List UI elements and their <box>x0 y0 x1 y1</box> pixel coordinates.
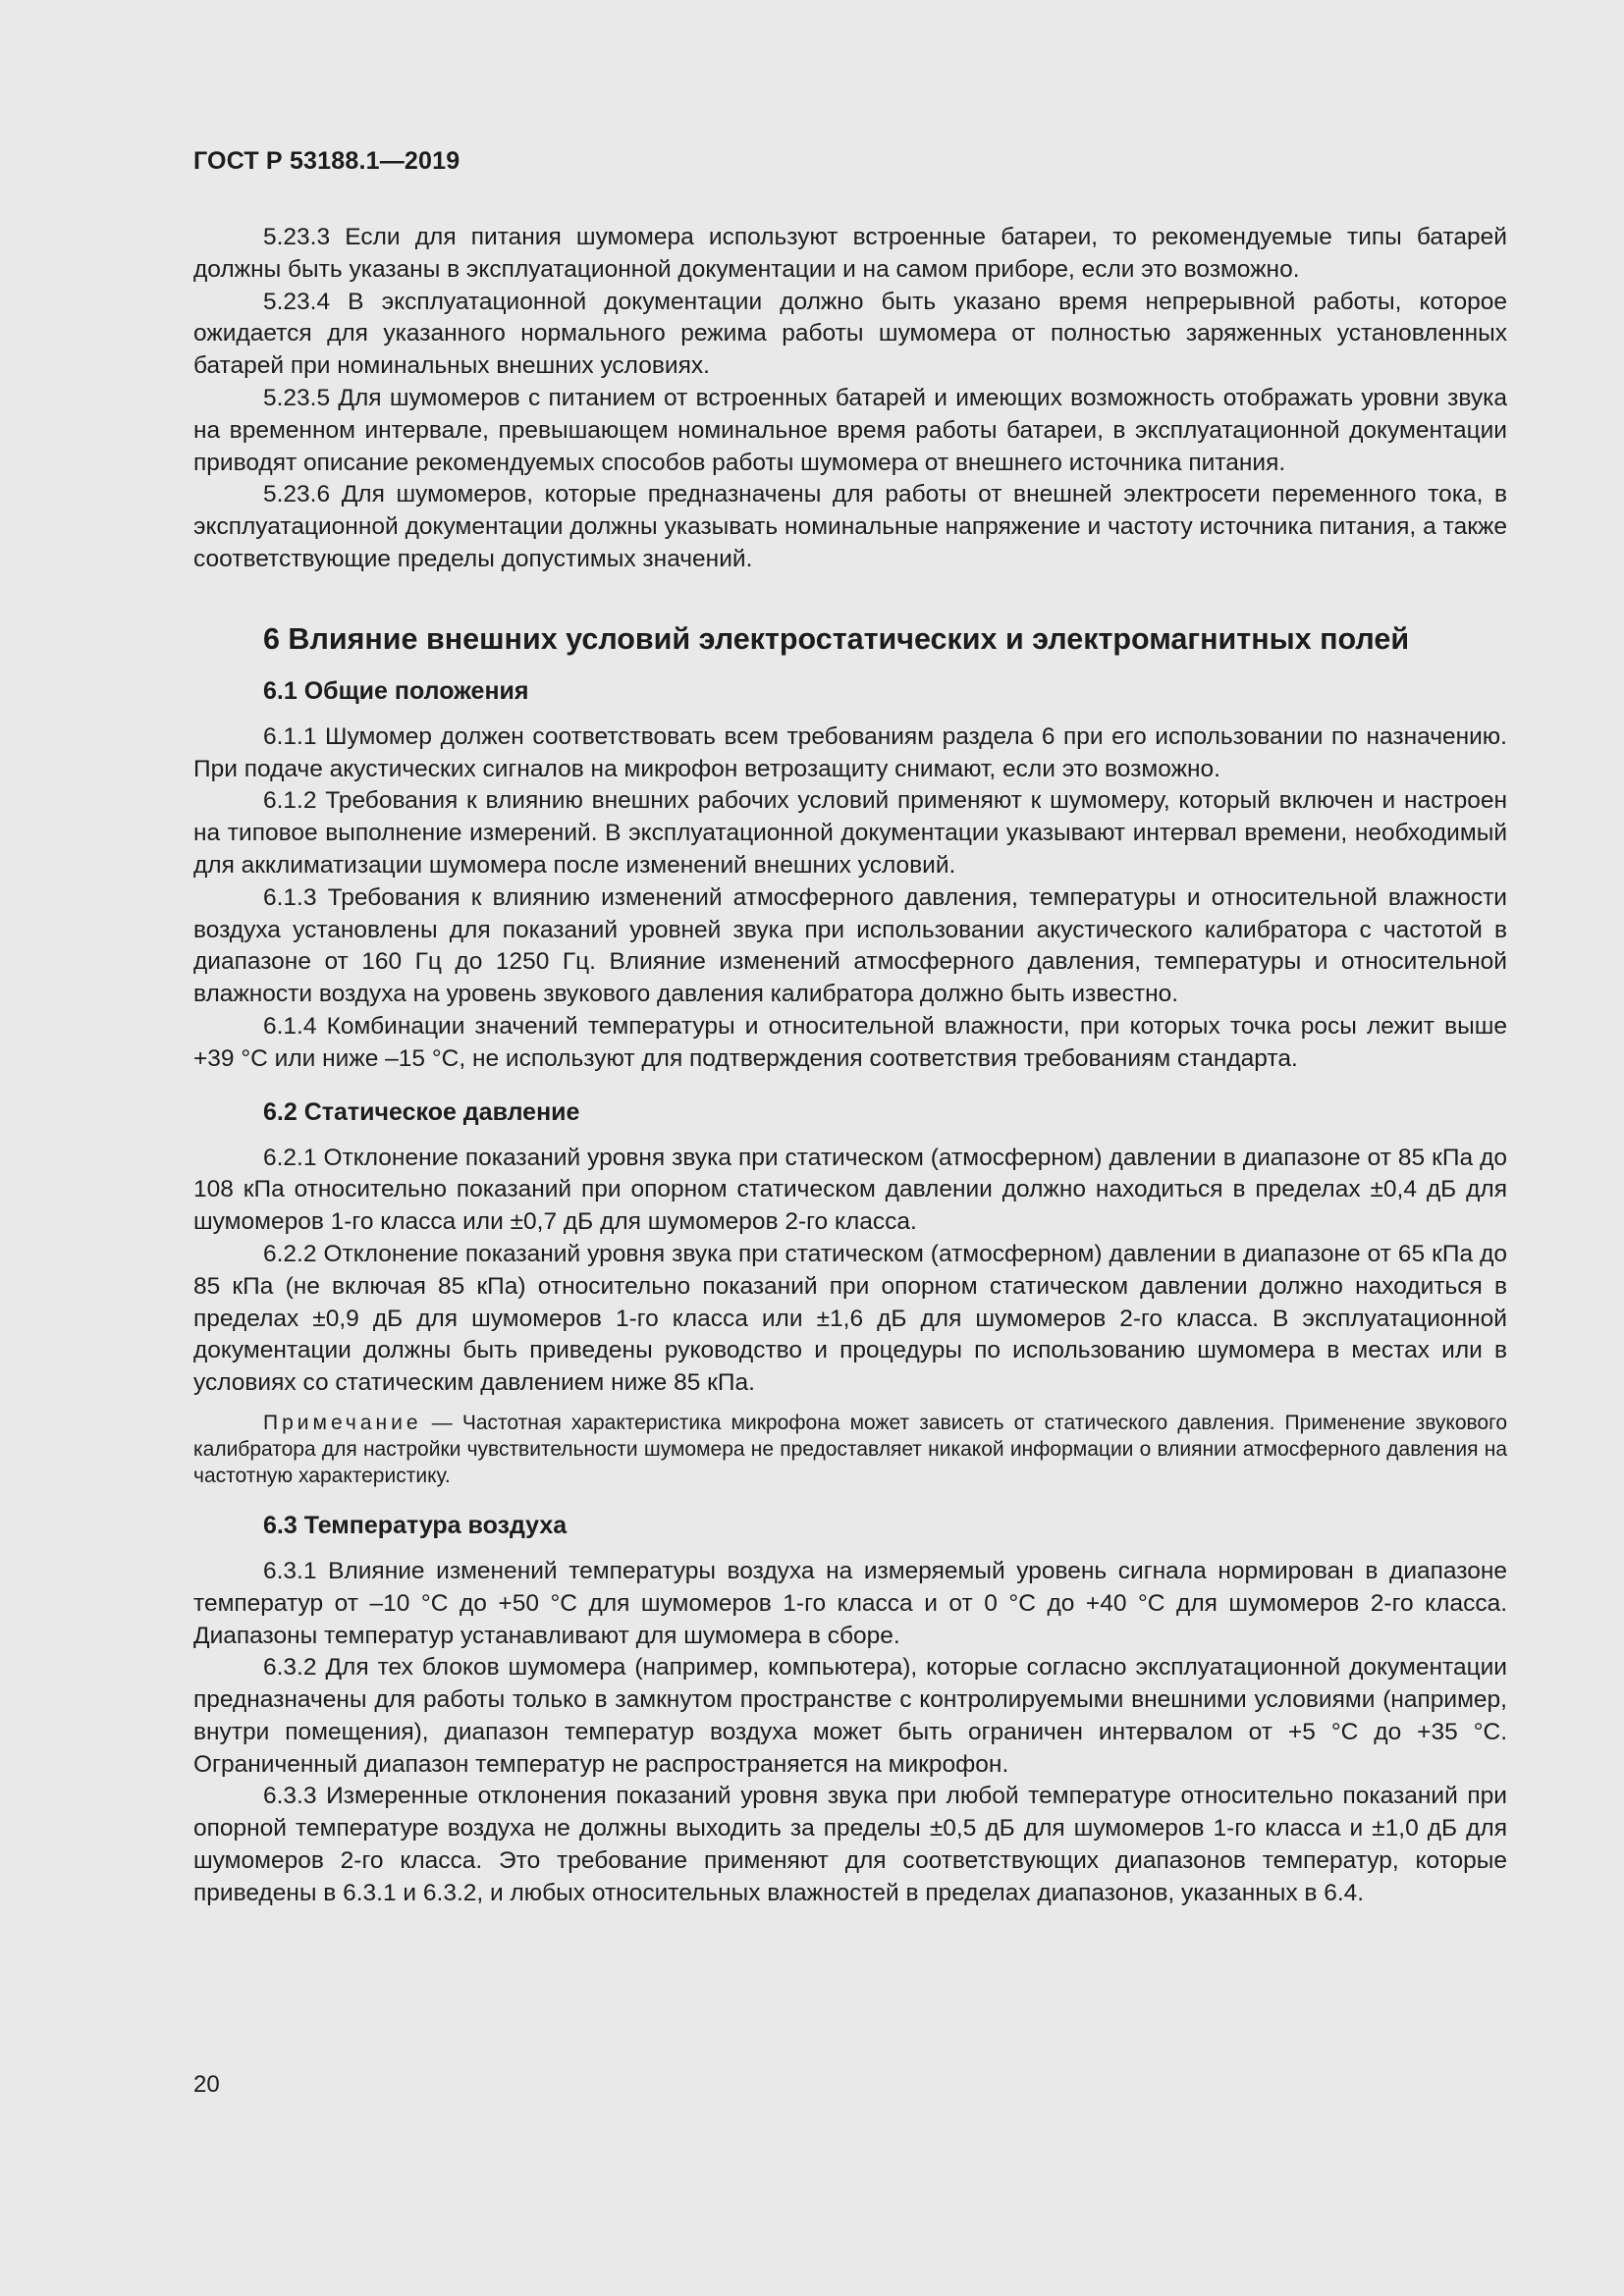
note-6-2 <box>193 1410 1507 1489</box>
subsection-6-3-title: 6.3 Температура воздуха <box>263 1511 568 1539</box>
note-label: Примечание <box>263 1411 422 1434</box>
paragraph-6-2-2: 6.2.2 Отклонение показаний уровня звука при статическом (атмосферном) давлении в диапазоне от 65 кПа до 85 кПа (не включая 85 кПа) относительно показаний при опорном статическом давлении должно находиться в пределах ±0,9 дБ для шумомеров 1-го класса или ±1,6 дБ для шумомеров 2-го класса. В эксплуатационной документации должны быть приведены руководство и процедуры по использованию шумомера в местах или в условиях со статическим давлением ниже 85 кПа. <box>193 1240 1507 1397</box>
paragraph-6-1-1: 6.1.1 Шумомер должен соответствовать всем требованиям раздела 6 при его использовании по назначению. При подаче акустических сигналов на микрофон ветрозащиту снимают, если это возможно. <box>193 722 1507 782</box>
paragraph-6-1-2: 6.1.2 Требования к влиянию внешних рабочих условий применяют к шумомеру, который включен и настроен на типовое выполнение измерений. В эксплуатационной документации указывают интервал времени, необходимый для акклиматизации шумомера после изменений внешних условий. <box>193 787 1507 879</box>
paragraph-5-23-3: 5.23.3 Если для питания шумомера используют встроенные батареи, то рекомендуемые типы батарей должны быть указаны в эксплуатационной документации и на самом приборе, если это возможно. <box>193 224 1507 283</box>
paragraph-6-3-3: 6.3.3 Измеренные отклонения показаний уровня звука при любой температуре относительно показаний при опорной температуре воздуха не должны выходить за пределы ±0,5 дБ для шумомеров 1-го класса и ±1,0 дБ для шумомеров 2-го класса. Это требование применяют для соответствующих диапазонов температур, которые приведены в 6.3.1 и 6.3.2, и любых относительных влажностей в пределах диапазонов, указанных в 6.4. <box>193 1783 1507 1906</box>
paragraph-6-1-3: 6.1.3 Требования к влиянию изменений атмосферного давления, температуры и относительной влажности воздуха установлены для показаний уровней звука при использовании акустического калибратора с частотой в диапазоне от 160 Гц до 1250 Гц. Влияние изменений атмосферного давления, температуры и относительной влажности воздуха на уровень звукового давления калибратора должно быть известно. <box>193 883 1507 1008</box>
paragraph-6-2-1: 6.2.1 Отклонение показаний уровня звука при статическом (атмосферном) давлении в диапазоне от 85 кПа до 108 кПа относительно показаний при опорном статическом давлении должно находиться в пределах ±0,4 дБ для шумомеров 1-го класса или ±0,7 дБ для шумомеров 2-го класса. <box>193 1144 1507 1236</box>
document-code-header: ГОСТ Р 53188.1—2019 <box>193 147 460 175</box>
subsection-6-1-title: 6.1 Общие положения <box>263 676 529 705</box>
paragraph-5-23-4: 5.23.4 В эксплуатационной документации должно быть указано время непрерывной работы, которое ожидается для указанного нормального режима работы шумомера от полностью заряженных установленных батарей при номинальных внешних условиях. <box>193 288 1507 380</box>
paragraph-6-3-1: 6.3.1 Влияние изменений температуры воздуха на измеряемый уровень сигнала нормирован в диапазоне температур от –10 °С до +50 °С для шумомеров 1-го класса и от 0 °С до +40 °С для шумомеров 2-го класса. Диапазоны температур устанавливают для шумомера в сборе. <box>193 1557 1507 1649</box>
paragraph-6-3-2: 6.3.2 Для тех блоков шумомера (например, компьютера), которые согласно эксплуатационной документации предназначены для работы только в замкнутом пространстве с контролируемыми внешними условиями (например, внутри помещения), диапазон температур воздуха может быть ограничен интервалом от +5 °С до +35 °С. Ограниченный диапазон температур не распространяется на микрофон. <box>193 1654 1507 1778</box>
subsection-6-2-title: 6.2 Статическое давление <box>263 1097 580 1126</box>
section-6-title: 6 Влияние внешних условий электростатических и электромагнитных полей <box>263 621 1410 656</box>
page-number: 20 <box>193 2071 220 2098</box>
page-content <box>193 222 1507 1910</box>
paragraph-5-23-6: 5.23.6 Для шумомеров, которые предназначены для работы от внешней электросети переменного тока, в эксплуатационной документации должны указывать номинальные напряжение и частоту источника питания, а также соответствующие пределы допустимых значений. <box>193 481 1507 572</box>
paragraph-5-23-5: 5.23.5 Для шумомеров с питанием от встроенных батарей и имеющих возможность отображать уровни звука на временном интервале, превышающем номинальное время работы батареи, в эксплуатационной документации приводят описание рекомендуемых способов работы шумомера от внешнего источника питания. <box>193 384 1507 476</box>
paragraph-6-1-4: 6.1.4 Комбинации значений температуры и относительной влажности, при которых точка росы лежит выше +39 °С или ниже –15 °С, не используют для подтверждения соответствия требованиям стандарта. <box>193 1012 1507 1072</box>
note-text: — Частотная характеристика микрофона может зависеть от статического давления. Применение звукового калибратора для настройки чувствительности шумомера не предоставляет никакой информации о влиянии атмосферного давления на частотную характеристику. <box>193 1411 1507 1487</box>
